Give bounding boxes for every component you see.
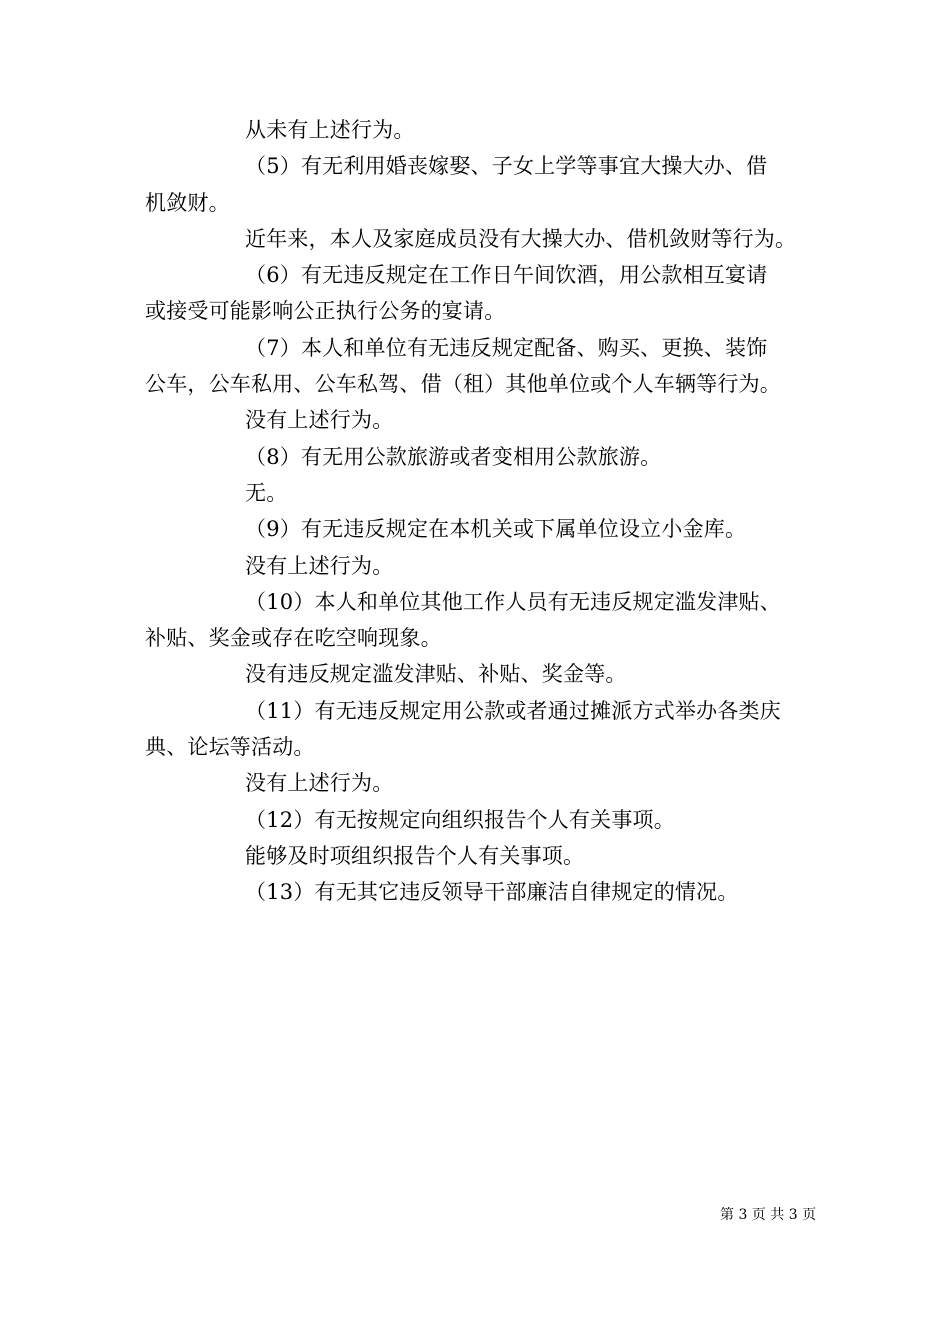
paragraph-line: 没有上述行为。	[245, 408, 394, 433]
page-footer: 第 3 页 共 3 页	[720, 1207, 817, 1223]
paragraph-line: 没有上述行为。	[245, 553, 394, 578]
paragraph	[145, 330, 815, 403]
paragraph-line: （7）本人和单位有无违反规定配备、购买、更换、装饰	[245, 335, 768, 360]
paragraph	[145, 439, 815, 475]
paragraph-line: 典、论坛等活动。	[145, 735, 315, 760]
paragraph-line: 能够及时项组织报告个人有关事项。	[245, 843, 585, 868]
paragraph-line: 从未有上述行为。	[245, 118, 415, 142]
paragraph-line: （13）有无其它违反领导干部廉洁自律规定的情况。	[245, 880, 739, 905]
paragraph	[145, 112, 815, 148]
paragraph-line: （8）有无用公款旅游或者变相用公款旅游。	[245, 444, 662, 469]
paragraph	[145, 548, 815, 584]
paragraph	[145, 221, 815, 257]
paragraph-line: 公车，公车私用、公车私驾、借（租）其他单位或个人车辆等行为。	[145, 372, 781, 397]
paragraph-line: 无。	[245, 480, 288, 505]
paragraph	[145, 838, 815, 874]
paragraph-line: （6）有无违反规定在工作日午间饮酒，用公款相互宴请	[245, 263, 768, 288]
paragraph	[145, 874, 815, 910]
paragraph-line: （5）有无利用婚丧嫁娶、子女上学等事宜大操大办、借	[245, 154, 768, 179]
paragraph-line: 补贴、奖金或存在吃空响现象。	[145, 626, 442, 651]
paragraph	[145, 257, 815, 330]
paragraph-line: （12）有无按规定向组织报告个人有关事项。	[245, 807, 675, 832]
paragraph-line: 机敛财。	[145, 190, 230, 215]
paragraph	[145, 802, 815, 838]
paragraph-line: 近年来，本人及家庭成员没有大操大办、借机敛财等行为。	[245, 226, 797, 251]
paragraph	[145, 693, 815, 766]
paragraph-line: （11）有无违反规定用公款或者通过摊派方式举办各类庆	[245, 698, 781, 723]
paragraph-line: 没有上述行为。	[245, 771, 394, 796]
paragraph-line: 或接受可能影响公正执行公务的宴请。	[145, 299, 506, 324]
document-body	[145, 112, 815, 911]
paragraph-line: （9）有无违反规定在本机关或下属单位设立小金库。	[245, 517, 747, 542]
paragraph	[145, 475, 815, 511]
paragraph	[145, 511, 815, 547]
paragraph-line: 没有违反规定滥发津贴、补贴、奖金等。	[245, 662, 627, 687]
paragraph	[145, 656, 815, 692]
paragraph	[145, 148, 815, 221]
paragraph	[145, 584, 815, 657]
paragraph	[145, 765, 815, 801]
paragraph	[145, 402, 815, 438]
paragraph-line: （10）本人和单位其他工作人员有无违反规定滥发津贴、	[245, 589, 781, 614]
